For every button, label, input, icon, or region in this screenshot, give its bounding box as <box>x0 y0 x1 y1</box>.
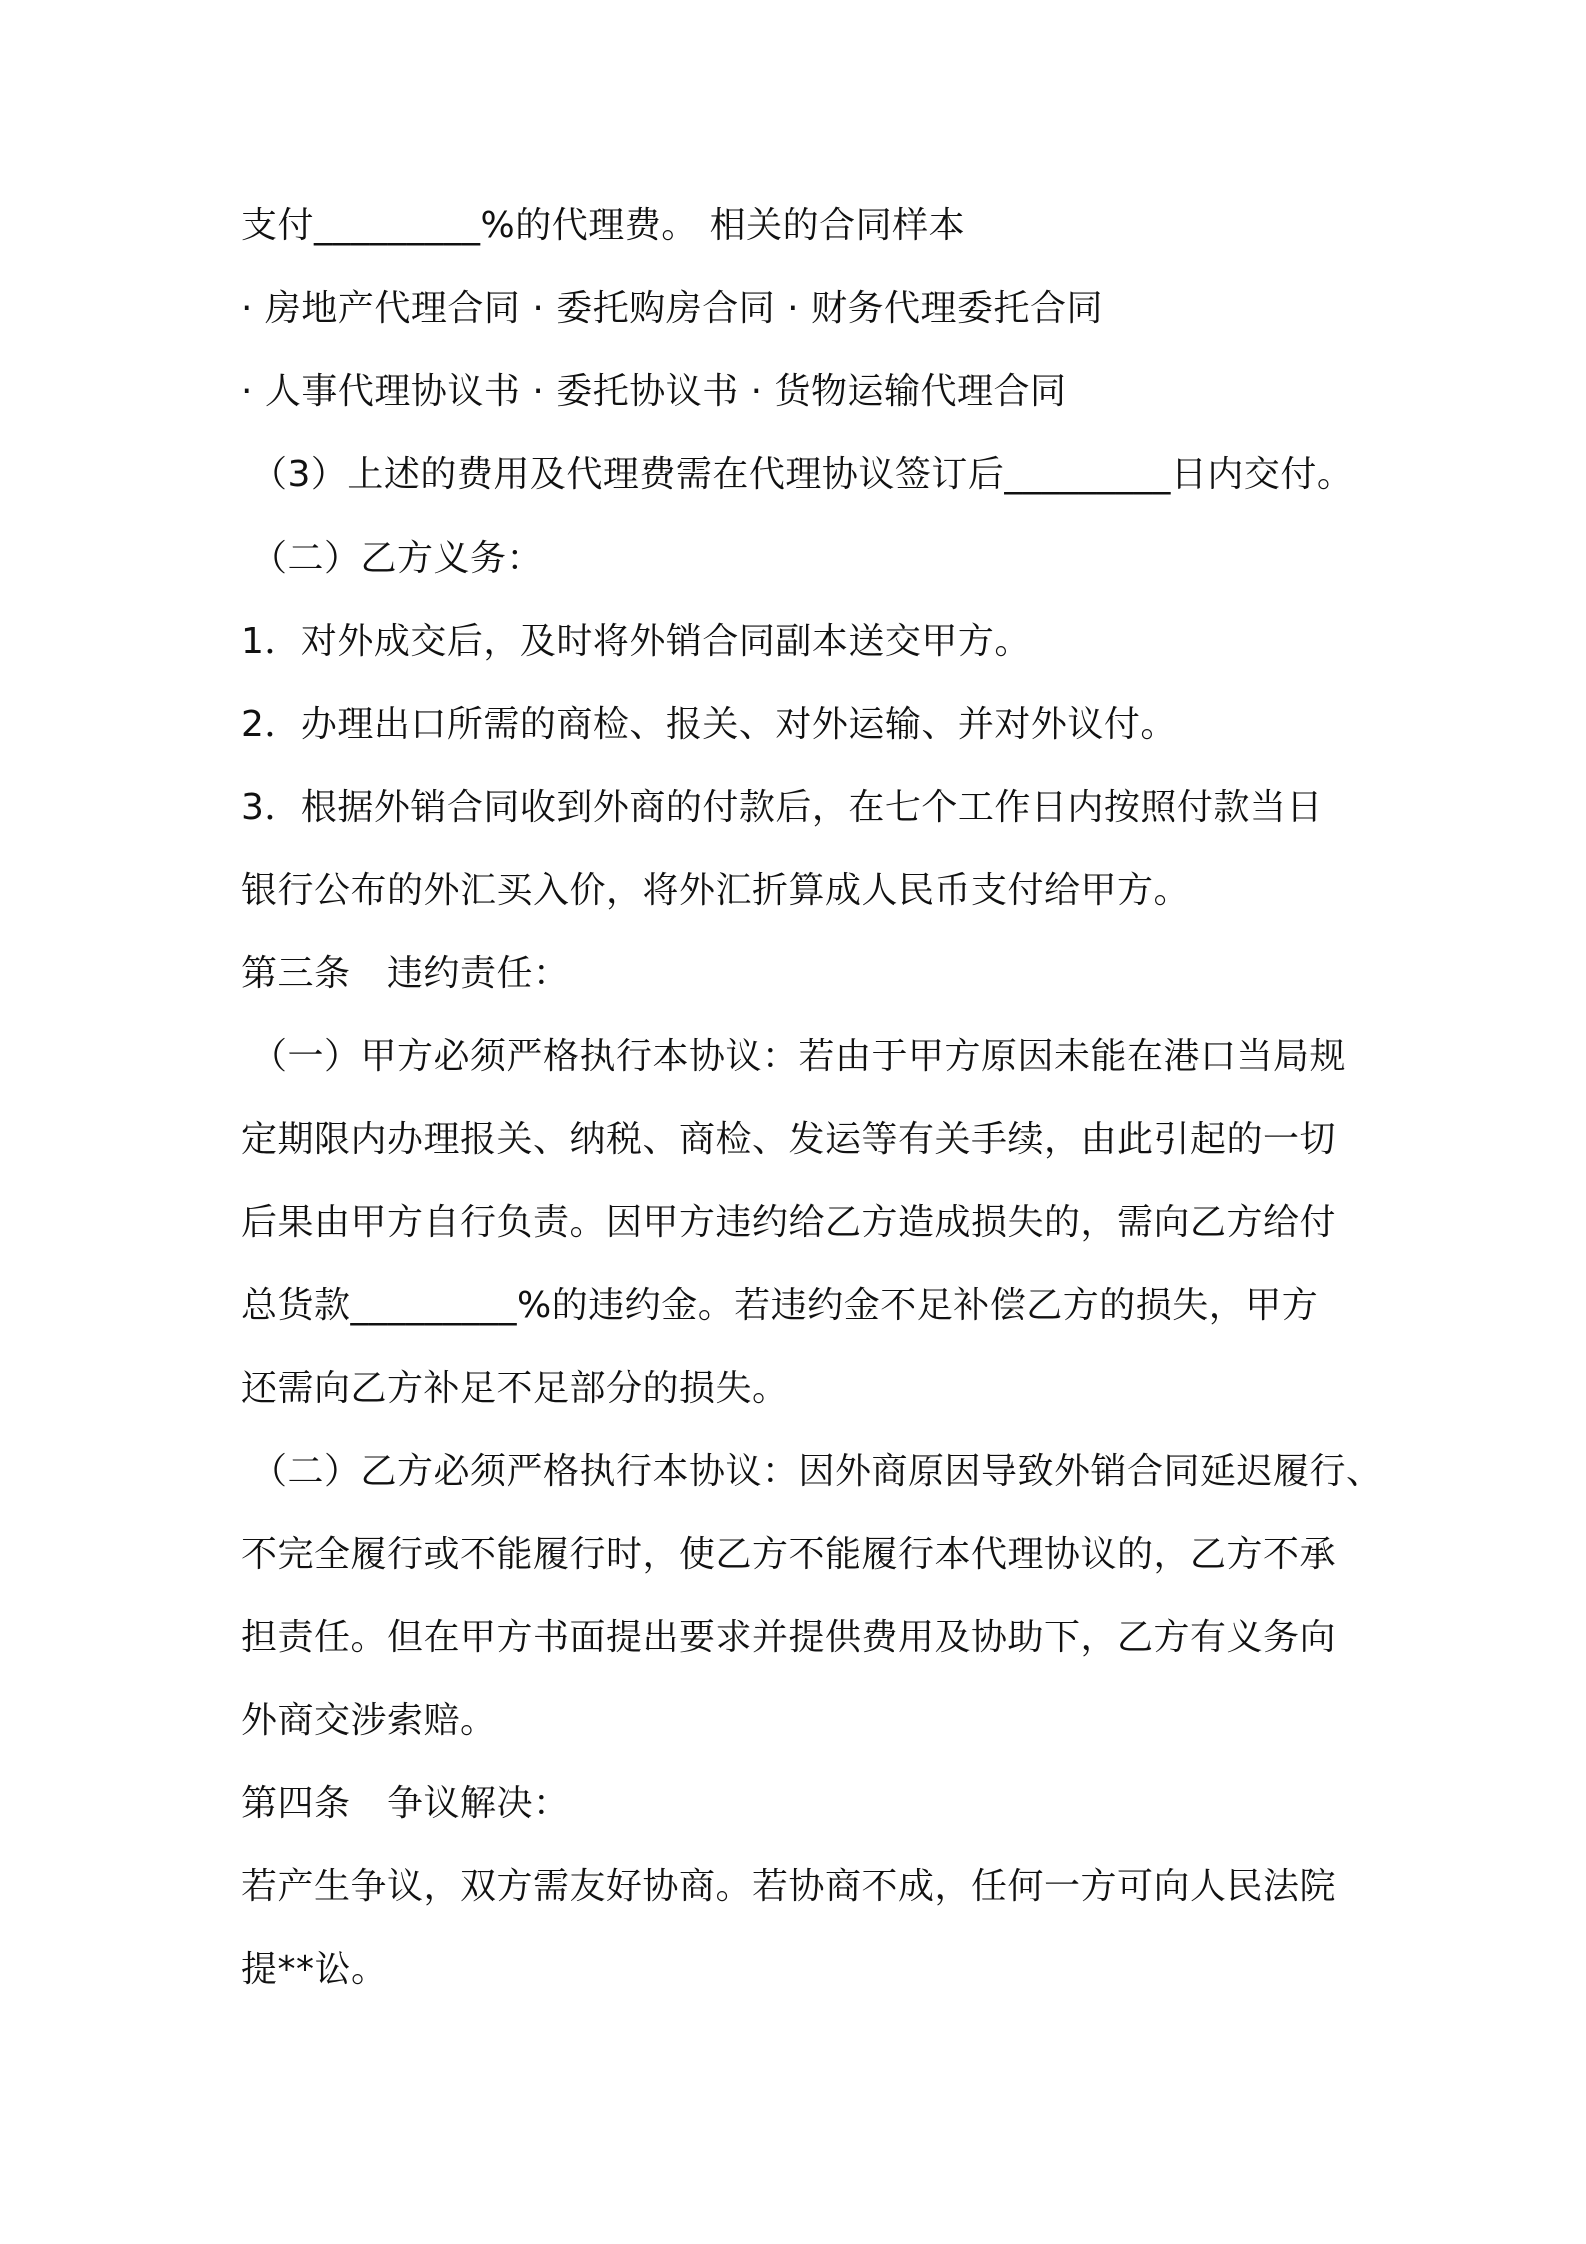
text-line: · 人事代理协议书 · 委托协议书 · 货物运输代理合同 <box>241 371 1067 412</box>
text-line: · 房地产代理合同 · 委托购房合同 · 财务代理委托合同 <box>241 288 1104 329</box>
text-line: 1．对外成交后，及时将外销合同副本送交甲方。 <box>241 621 1031 662</box>
text-line: 外商交涉索赔。 <box>241 1700 497 1741</box>
text-line: 提**讼。 <box>241 1949 388 1990</box>
text-line: 担责任。但在甲方书面提出要求并提供费用及协助下，乙方有义务向 <box>241 1617 1337 1658</box>
text-line: 不完全履行或不能履行时，使乙方不能履行本代理协议的，乙方不承 <box>241 1534 1337 1575</box>
text-line: 银行公布的外汇买入价，将外汇折算成人民币支付给甲方。 <box>241 870 1191 911</box>
text-line: （3）上述的费用及代理费需在代理协议签订后_________日内交付。 <box>251 454 1354 495</box>
text-line: 定期限内办理报关、纳税、商检、发运等有关手续，由此引起的一切 <box>241 1119 1337 1160</box>
section-heading: 第四条 争议解决： <box>241 1783 570 1824</box>
text-line: （二）乙方义务： <box>251 538 544 579</box>
text-line: 3．根据外销合同收到外商的付款后，在七个工作日内按照付款当日 <box>241 787 1323 828</box>
text-line: （一）甲方必须严格执行本协议：若由于甲方原因未能在港口当局规 <box>251 1036 1347 1077</box>
text-line: 若产生争议，双方需友好协商。若协商不成，任何一方可向人民法院 <box>241 1866 1337 1907</box>
text-line: 后果由甲方自行负责。因甲方违约给乙方造成损失的，需向乙方给付 <box>241 1202 1337 1243</box>
text-line: 还需向乙方补足不足部分的损失。 <box>241 1368 789 1409</box>
section-heading: 第三条 违约责任： <box>241 953 570 994</box>
text-line: 总货款_________%的违约金。若违约金不足补偿乙方的损失，甲方 <box>241 1285 1319 1326</box>
text-line: 2．办理出口所需的商检、报关、对外运输、并对外议付。 <box>241 704 1177 745</box>
text-line: 支付_________%的代理费。 相关的合同样本 <box>241 205 966 246</box>
text-line: （二）乙方必须严格执行本协议：因外商原因导致外销合同延迟履行、 <box>251 1451 1383 1492</box>
